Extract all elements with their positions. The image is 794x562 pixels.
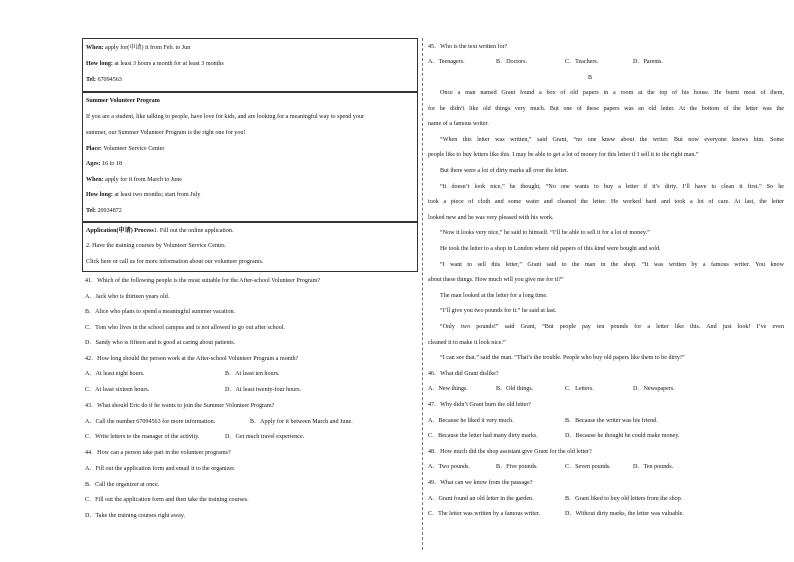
option: D．At least twenty-four hours. xyxy=(225,387,302,393)
option: C．Teachers. xyxy=(565,59,599,65)
question-49: 49．What can we know from the passage? xyxy=(428,480,533,486)
option: D．Sandy who is fifteen and is good at caring about patients. xyxy=(85,340,236,346)
ages-label: Ages: xyxy=(86,161,101,167)
question-45: 45．Who is the text written for? xyxy=(428,44,508,50)
option: C．Seven pounds. xyxy=(565,464,611,470)
option: A．Call the number 67094563 for more information. xyxy=(85,419,216,425)
option: D．Because he thought he could make money. xyxy=(565,433,680,439)
tel-label: Tel: xyxy=(86,77,96,83)
option: B．Alice who plans to spend a meaningful summer vacation. xyxy=(85,309,236,315)
summer-program-title: Summer Volunteer Program xyxy=(86,98,160,104)
option: C．Tom who lives in the school campus and is not allowed to go out after school. xyxy=(85,325,285,331)
passage-line: “When this letter was written,” said Grant, “no one knew about the writer. But now everyone knows him. Some xyxy=(440,137,784,143)
process-step: 2. Have the training courses by Volunteer Service Center. xyxy=(86,243,226,249)
after-school-info-box xyxy=(82,38,418,93)
option: B．At least ten hours. xyxy=(225,371,280,377)
option: B．Grant liked to buy old letters from the shop. xyxy=(565,496,683,502)
option: A．Two pounds. xyxy=(428,464,470,470)
question-44: 44．How can a person take part in the volunteer programs? xyxy=(85,450,231,456)
question-42: 42．How long should the person work at the After-school Volunteer Program a month? xyxy=(85,356,299,362)
how-long-value: at least two months; start from July xyxy=(112,192,201,198)
question-43: 43．What should Eric do if he wants to join the Summer Volunteer Program? xyxy=(85,403,275,409)
question-46: 46．What did Grant dislike? xyxy=(428,371,499,377)
option: A．Grant found an old letter in the garden. xyxy=(428,496,534,502)
option: B．Old things. xyxy=(496,386,534,392)
tel-value: 67094563 xyxy=(95,77,122,83)
when-value: apply for it from March to June xyxy=(103,177,182,183)
option: A．Jack who is thirteen years old. xyxy=(85,294,170,300)
option: D．Get much travel experience. xyxy=(225,434,305,440)
summer-intro-line: summer, our Summer Volunteer Program is the right one for you! xyxy=(86,130,246,136)
column-divider xyxy=(422,38,424,550)
option: C．At least sixteen hours. xyxy=(85,387,150,393)
question-41: 41．Which of the following people is the most suitable for the After-school Volunteer Program? xyxy=(85,278,321,284)
summer-intro-line: If you are a student, like talking to people, have love for kids, and are looking for a meaningful way to spend your xyxy=(86,114,365,120)
option: C．Write letters to the manager of the activity. xyxy=(85,434,200,440)
ages-value: 16 to 18 xyxy=(100,161,123,167)
option: C．The letter was written by a famous writer. xyxy=(428,511,541,517)
passage-line: for he didn’t like old things very much. But one of these papers was an old letter. At the bottom of the letter was the xyxy=(428,106,784,112)
tel-label: Tel: xyxy=(86,208,96,214)
when-label: When: xyxy=(86,177,104,183)
question-48: 48．How much did the shop assistant give Grant for the old letter? xyxy=(428,449,592,455)
option: B．Apply for it between March and June. xyxy=(250,419,353,425)
option: B．Because the writer was his friend. xyxy=(565,418,658,424)
process-note: Click here or call us for more information about our volunteer programs. xyxy=(86,259,264,265)
tel-value: 20934872 xyxy=(95,208,122,214)
passage-line: “I want to sell this letter,” Grant said to the man in the shop. “It was written by a famous writer. You know xyxy=(440,262,784,268)
passage-line: people like to buy letters like this. I may be able to get a lot of money for this letter if I sell it to the right man.” xyxy=(428,152,699,158)
summer-program-box xyxy=(82,91,418,223)
question-47: 47．Why didn’t Grant burn the old letter? xyxy=(428,402,532,408)
when-label: When: xyxy=(86,45,104,51)
passage-line: “Only two pounds!” said Grant, “But people pay ten pounds for a letter like this. And just look! I’ve even xyxy=(440,324,784,330)
process-step: 1. Fill out the online application. xyxy=(153,228,234,234)
passage-line: “Now it looks very nice,” he said to himself. “I’ll be able to sell it for a lot of money.” xyxy=(440,230,650,236)
passage-line: “I can see that.” said the man. “That’s the trouble. People who buy old papers like them to be dirty!” xyxy=(440,355,685,361)
passage-line: But there were a lot of dirty marks all over the letter. xyxy=(440,168,569,174)
how-long-value: at least 3 hours a month for at least 3 months xyxy=(112,61,224,67)
option: C．Because the letter had many dirty marks. xyxy=(428,433,538,439)
passage-line: “I’ll give you two pounds for it.” he said at last. xyxy=(440,308,557,314)
place-label: Place: xyxy=(86,146,102,152)
passage-line: He took the letter to a shop in London where old papers of this kind were bought and sold. xyxy=(440,246,661,252)
passage-line: cleaned it to make it look nice.” xyxy=(428,340,506,346)
option: A．Fill out the application form and email it to the organizer. xyxy=(85,466,236,472)
passage-line: took a piece of cloth and some water and cleaned the letter. He worked hard and took a lot of care. At last, the letter xyxy=(428,199,784,205)
passage-line: Once a man named Grant found a box of old papers in a room at the top of his house. He burnt most of them, xyxy=(440,90,784,96)
option: D．Take the training courses right away. xyxy=(85,513,186,519)
option: D．Without dirty marks, the letter was valuable. xyxy=(565,511,684,517)
option: D．Parents. xyxy=(633,59,663,65)
option: C．Fill out the application form and then take the training courses. xyxy=(85,497,249,503)
process-title: Application(申请) Process xyxy=(86,228,154,234)
passage-line: about these things. How much will you give me for it?” xyxy=(428,277,564,283)
option: D．Newspapers. xyxy=(633,386,675,392)
passage-b-label: B xyxy=(588,75,593,81)
when-value: apply for(申请) it from Feb. to Jun xyxy=(103,45,191,51)
passage-line: “It doesn’t look nice,” he thought, “No one wants to buy a letter if it’s dirty. I’ll have to clean it first.” So he xyxy=(440,184,784,190)
how-long-label: How long: xyxy=(86,61,113,67)
option: A．Because he liked it very much. xyxy=(428,418,514,424)
option: D．Ten pounds. xyxy=(633,464,674,470)
option: A．At least eight hours. xyxy=(85,371,145,377)
passage-line: looked new and he was very pleased with his work. xyxy=(428,215,554,221)
how-long-label: How long: xyxy=(86,192,113,198)
passage-line: name of a famous writer. xyxy=(428,121,489,127)
passage-line: The man looked at the letter for a long time. xyxy=(440,293,548,299)
option: B．Five pounds. xyxy=(496,464,538,470)
option: A．New things. xyxy=(428,386,468,392)
option: C．Letters. xyxy=(565,386,594,392)
application-process-box xyxy=(82,221,418,272)
option: B．Doctors. xyxy=(496,59,527,65)
option: A．Teenagers. xyxy=(428,59,465,65)
option: B．Call the organizer at once. xyxy=(85,482,160,488)
place-value: Volunteer Service Center xyxy=(101,146,165,152)
